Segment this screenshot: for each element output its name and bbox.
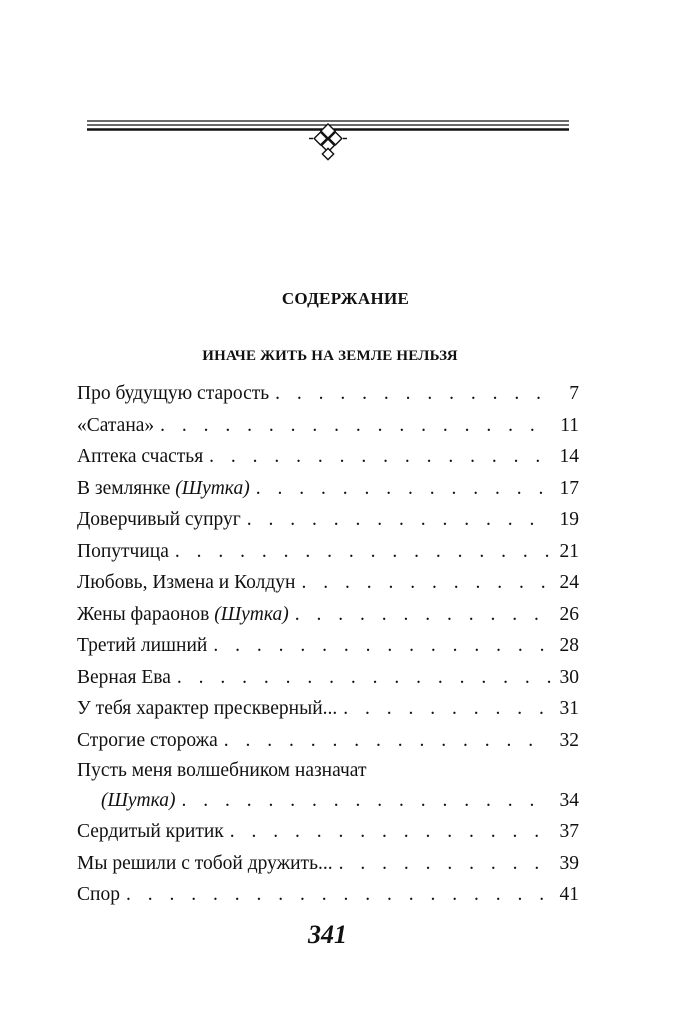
leader-dots	[343, 693, 551, 725]
leader-dots	[230, 816, 551, 848]
entry-title: Жены фараонов (Шутка)	[77, 603, 289, 625]
toc-entry[interactable]	[77, 879, 579, 911]
leader-dots	[209, 441, 551, 473]
entry-note: (Шутка)	[101, 790, 176, 811]
toc-title: СОДЕРЖАНИЕ	[281, 289, 410, 308]
toc-entry[interactable]	[77, 848, 579, 880]
leader-dots	[256, 473, 551, 505]
entry-title: Сердитый критик	[77, 821, 224, 842]
entry-page: 34	[559, 790, 579, 811]
entry-title: «Сатана»	[77, 414, 155, 436]
divider-ornament	[87, 116, 569, 164]
entry-title: Мы решили с тобой дружить...	[77, 852, 333, 874]
entry-title: Пусть меня волшебником назначат	[77, 760, 367, 781]
leader-dots	[175, 536, 551, 568]
toc-entry[interactable]	[77, 473, 579, 505]
toc-entry[interactable]	[77, 567, 579, 599]
toc-entry[interactable]	[77, 599, 579, 631]
entry-title: У тебя характер прескверный...	[77, 698, 338, 719]
entry-title: Третий лишний	[77, 635, 208, 656]
leader-dots	[177, 662, 551, 694]
leader-dots	[301, 567, 551, 599]
leader-dots	[224, 725, 551, 757]
leader-dots	[160, 410, 551, 442]
entry-page: 39	[559, 852, 579, 874]
entry-page: 19	[559, 509, 579, 530]
entry-title: Аптека счастья	[77, 446, 204, 467]
entry-page: 41	[559, 884, 579, 905]
leader-dots	[275, 378, 551, 410]
entry-title: Доверчивый супруг	[77, 509, 241, 530]
entry-page: 30	[559, 666, 579, 688]
toc-entry[interactable]	[77, 410, 579, 442]
entry-page: 21	[559, 540, 579, 562]
table-of-contents	[77, 378, 579, 911]
toc-entry[interactable]	[77, 725, 579, 757]
entry-title: Про будущую старость	[77, 383, 270, 404]
entry-title: Верная Ева	[77, 666, 171, 688]
entry-page: 11	[560, 414, 579, 436]
toc-entry[interactable]	[77, 378, 579, 410]
toc-entry[interactable]	[77, 504, 579, 536]
toc-entry[interactable]	[77, 756, 579, 816]
entry-page: 26	[559, 603, 579, 625]
entry-note: (Шутка)	[214, 603, 289, 625]
leader-dots	[126, 879, 551, 911]
entry-page: 24	[559, 572, 579, 593]
toc-entry[interactable]	[77, 662, 579, 694]
toc-entry[interactable]	[77, 536, 579, 568]
entry-page: 31	[559, 698, 579, 719]
toc-entry[interactable]	[77, 441, 579, 473]
leader-dots	[339, 848, 551, 880]
entry-page: 17	[559, 477, 579, 499]
entry-page: 32	[559, 729, 579, 751]
entry-page: 37	[559, 821, 579, 842]
entry-page: 14	[559, 446, 579, 467]
leader-dots	[213, 630, 551, 662]
entry-page: 28	[559, 635, 579, 656]
entry-title: В землянке (Шутка)	[77, 477, 250, 499]
section-heading: ИНАЧЕ ЖИТЬ НА ЗЕМЛЕ НЕЛЬЗЯ	[202, 348, 458, 364]
entry-page: 7	[569, 383, 579, 404]
entry-note: (Шутка)	[175, 477, 250, 499]
leader-dots	[295, 599, 551, 631]
toc-entry[interactable]	[77, 693, 579, 725]
leader-dots	[247, 504, 551, 536]
page-number: 341	[308, 920, 347, 949]
entry-title: Спор	[77, 884, 120, 905]
entry-title: Строгие сторожа	[77, 729, 218, 751]
toc-entry[interactable]	[77, 816, 579, 848]
entry-title: Любовь, Измена и Колдун	[77, 572, 296, 593]
leader-dots	[181, 786, 551, 816]
entry-title: Попутчица	[77, 540, 169, 562]
toc-entry[interactable]	[77, 630, 579, 662]
